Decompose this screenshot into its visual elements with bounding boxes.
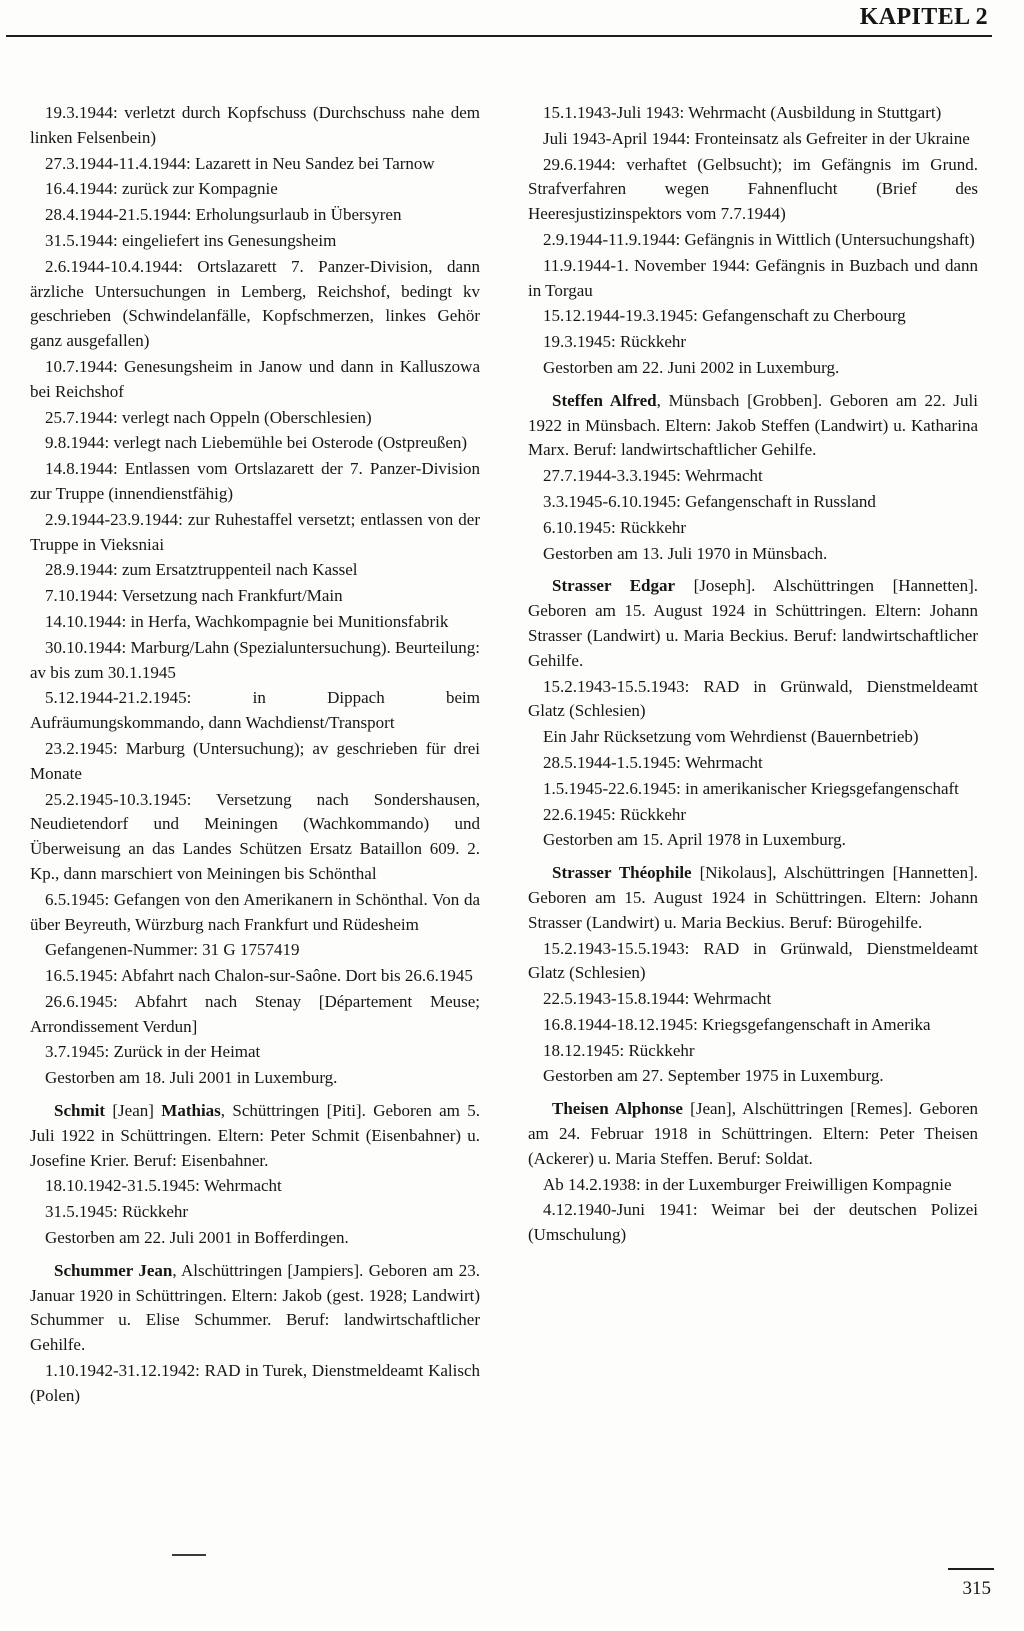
person-name: Strasser Théophile (552, 863, 692, 883)
entry-text: 18.10.1942-31.5.1945: Wehrmacht (45, 1176, 282, 1196)
bio-entry (30, 938, 480, 963)
right-column (528, 100, 978, 1409)
entry-text: [Nikolaus], Alschüttringen [Hannetten]. Geboren am 15. August 1924 in Schüttringen. Eltern: Johann Strasser (Landwirt) u. Maria Beckius. Beruf: Bürogehilfe. (528, 863, 978, 932)
bio-entry (528, 675, 978, 725)
entry-text: Gestorben am 22. Juli 2001 in Bofferdingen. (45, 1228, 349, 1248)
bio-entry (30, 990, 480, 1040)
bio-entry (528, 153, 978, 227)
entry-text: , Schüttringen [Piti]. Geboren am 5. Juli 1922 in Schüttringen. Eltern: Peter Schmit (Eisenbahner) u. Josefine Krier. Beruf: Eisenbahner. (30, 1101, 481, 1170)
entry-text: 6.5.1945: Gefangen von den Amerikanern in Schönthal. Von da über Beyreuth, Würzburg nach Frankfurt und Rüdesheim (30, 889, 480, 934)
entry-text: 25.7.1944: verlegt nach Oppeln (Oberschlesien) (45, 407, 372, 427)
bio-entry (528, 751, 978, 776)
bio-entry (30, 1174, 480, 1199)
entry-text: Gestorben am 18. Juli 2001 in Luxemburg. (45, 1068, 338, 1088)
bio-entry (30, 584, 480, 609)
entry-text: 28.5.1944-1.5.1945: Wehrmacht (543, 752, 763, 772)
bio-entry (528, 516, 978, 541)
entry-text: Ein Jahr Rücksetzung vom Wehrdienst (Bauernbetrieb) (543, 727, 919, 747)
bio-entry (30, 355, 480, 405)
bio-entry (30, 431, 480, 456)
entry-text: 5.12.1944-21.2.1945: in Dippach beim Aufräumungskommando, dann Wachdienst/Transport (30, 688, 480, 733)
bio-entry (30, 229, 480, 254)
bio-entry (30, 788, 480, 887)
entry-text: Gestorben am 27. September 1975 in Luxemburg. (543, 1066, 884, 1086)
bio-entry (30, 888, 480, 938)
entry-text: 9.8.1944: verlegt nach Liebemühle bei Osterode (Ostpreußen) (45, 433, 468, 453)
bio-entry (528, 330, 978, 355)
entry-text: [Joseph]. Alschüttringen [Hannetten]. Geboren am 15. August 1924 in Schüttringen. Eltern: Johann Strasser (Landwirt) u. Maria Beckius. Beruf: landwirtschaftlicher Gehilfe. (528, 576, 978, 670)
text-columns (30, 100, 978, 1409)
bio-entry (528, 304, 978, 329)
entry-text: 27.7.1944-3.3.1945: Wehrmacht (543, 466, 763, 486)
bio-entry (30, 177, 480, 202)
entry-text: 18.12.1945: Rückkehr (543, 1040, 695, 1060)
bio-entry (30, 101, 480, 151)
entry-text: 26.6.1945: Abfahrt nach Stenay [Département Meuse; Arrondissement Verdun] (30, 991, 480, 1036)
scan-artifact-mark (172, 1554, 206, 1556)
entry-text: 22.5.1943-15.8.1944: Wehrmacht (543, 989, 772, 1009)
person-name: Strasser Edgar (552, 576, 676, 596)
bio-entry (30, 1226, 480, 1251)
bio-entry (30, 558, 480, 583)
entry-text: 15.2.1943-15.5.1943: RAD in Grünwald, Dienstmeldeamt Glatz (Schlesien) (528, 938, 978, 983)
bio-entry (30, 610, 480, 635)
bio-entry (30, 457, 480, 507)
entry-text: 25.2.1945-10.3.1945: Versetzung nach Sondershausen, Neudietendorf und Meiningen (Wachkommando) und Überweisung an das Landes Schützen Ersatz Bataillon 609. 2. Kp., dann marschiert von Meiningen bis Schönthal (30, 789, 480, 883)
entry-text: Ab 14.2.1938: in der Luxemburger Freiwilligen Kompagnie (543, 1174, 952, 1194)
bio-entry (528, 464, 978, 489)
bio-entry (30, 1066, 480, 1091)
entry-text: Gestorben am 22. Juni 2002 in Luxemburg. (543, 357, 840, 377)
bio-entry (528, 542, 978, 567)
page-number: 315 (962, 1578, 991, 1599)
bio-entry (528, 490, 978, 515)
entry-text: 4.12.1940-Juni 1941: Weimar bei der deutschen Polizei (Umschulung) (528, 1200, 978, 1245)
bio-entry (30, 255, 480, 354)
entry-text: 19.3.1944: verletzt durch Kopfschuss (Durchschuss nahe dem linken Felsenbein) (30, 103, 480, 147)
entry-text: 30.10.1944: Marburg/Lahn (Spezialuntersuchung). Beurteilung: av bis zum 30.1.1945 (30, 637, 480, 682)
entry-text: 14.8.1944: Entlassen vom Ortslazarett der 7. Panzer-Division zur Truppe (innendienstfähig) (30, 459, 480, 503)
bio-entry (528, 1039, 978, 1064)
chapter-title: KAPITEL 2 (859, 4, 988, 30)
bio-entry (30, 964, 480, 989)
bio-entry (528, 828, 978, 853)
person-entry (528, 861, 978, 935)
bio-entry (528, 1064, 978, 1089)
bio-entry (30, 406, 480, 431)
bio-entry (528, 777, 978, 802)
bio-entry (30, 636, 480, 686)
person-name: Mathias (161, 1101, 221, 1121)
bio-entry (528, 1198, 978, 1248)
entry-text: 1.5.1945-22.6.1945: in amerikanischer Kriegsgefangenschaft (543, 778, 959, 798)
bio-entry (528, 101, 978, 126)
bio-entry (528, 987, 978, 1012)
person-name: Schummer Jean (54, 1260, 173, 1280)
entry-text: 31.5.1944: eingeliefert ins Genesungsheim (45, 230, 337, 250)
bio-entry (528, 725, 978, 750)
entry-text: 2.6.1944-10.4.1944: Ortslazarett 7. Panzer-Division, dann ärzliche Untersuchungen in Lemberg, Reichshof, bedingt kv geschrieben (Schwindelanfälle, Kopfschmerzen, linkes Gehör ganz ausgefallen) (30, 256, 480, 351)
entry-text: , Münsbach [Grobben]. Geboren am 22. Juli 1922 in Münsbach. Eltern: Jakob Steffen (Landwirt) u. Katharina Marx. Beruf: landwirtschaftlicher Gehilfe. (528, 390, 978, 460)
entry-text: 11.9.1944-1. November 1944: Gefängnis in Buzbach und dann in Torgau (528, 255, 978, 300)
entry-text: 16.8.1944-18.12.1945: Kriegsgefangenschaft in Amerika (543, 1014, 931, 1034)
person-entry (528, 574, 978, 673)
person-entry (30, 1099, 480, 1173)
footer-rule (948, 1568, 994, 1570)
bio-entry (528, 1173, 978, 1198)
entry-text: 28.4.1944-21.5.1944: Erholungsurlaub in Übersyren (45, 205, 402, 225)
entry-text: 16.5.1945: Abfahrt nach Chalon-sur-Saône. Dort bis 26.6.1945 (45, 966, 473, 986)
entry-text: Gefangenen-Nummer: 31 G 1757419 (45, 940, 300, 960)
entry-text: 15.12.1944-19.3.1945: Gefangenschaft zu Cherbourg (543, 306, 906, 326)
entry-text: 10.7.1944: Genesungsheim in Janow und dann in Kalluszowa bei Reichshof (30, 356, 480, 401)
person-entry (30, 1259, 480, 1358)
bio-entry (30, 1359, 480, 1409)
person-name: Schmit (54, 1101, 105, 1121)
entry-text: 15.1.1943-Juli 1943: Wehrmacht (Ausbildung in Stuttgart) (543, 103, 942, 122)
entry-text: 6.10.1945: Rückkehr (543, 517, 687, 537)
bio-entry (528, 937, 978, 987)
entry-text: 3.3.1945-6.10.1945: Gefangenschaft in Russland (543, 491, 876, 511)
header-rule (6, 35, 992, 37)
bio-entry (528, 1013, 978, 1038)
entry-text: 3.7.1945: Zurück in der Heimat (45, 1042, 261, 1062)
entry-text: [Jean], Alschüttringen [Remes]. Geboren am 24. Februar 1918 in Schüttringen. Eltern: Peter Theisen (Ackerer) u. Maria Steffen. Beruf: Soldat. (528, 1099, 979, 1168)
bio-entry (528, 803, 978, 828)
bio-entry (528, 356, 978, 381)
entry-text: 16.4.1944: zurück zur Kompagnie (45, 179, 278, 199)
entry-text: 15.2.1943-15.5.1943: RAD in Grünwald, Dienstmeldeamt Glatz (Schlesien) (528, 676, 978, 721)
entry-text: Gestorben am 13. Juli 1970 in Münsbach. (543, 543, 828, 563)
bio-entry (30, 686, 480, 736)
bio-entry (528, 228, 978, 253)
person-name: Theisen Alphonse (552, 1099, 683, 1119)
entry-text: 31.5.1945: Rückkehr (45, 1202, 189, 1222)
person-entry (528, 389, 978, 463)
bio-entry (30, 508, 480, 558)
entry-text: 19.3.1945: Rückkehr (543, 332, 687, 352)
entry-text: Juli 1943-April 1944: Fronteinsatz als Gefreiter in der Ukraine (543, 128, 970, 148)
entry-text: Gestorben am 15. April 1978 in Luxemburg. (543, 830, 846, 850)
entry-text: , Alschüttringen [Jampiers]. Geboren am 23. Januar 1920 in Schüttringen. Eltern: Jakob (gest. 1928; Landwirt) Schummer u. Elise Schummer. Beruf: landwirtschaftlicher Gehilfe. (30, 1260, 481, 1355)
entry-text: 1.10.1942-31.12.1942: RAD in Turek, Dienstmeldeamt Kalisch (Polen) (30, 1361, 480, 1405)
bio-entry (30, 152, 480, 177)
entry-text: 2.9.1944-23.9.1944: zur Ruhestaffel versetzt; entlassen von der Truppe in Vieksniai (30, 509, 480, 554)
bio-entry (30, 1200, 480, 1225)
person-entry (528, 1097, 978, 1171)
entry-text: 2.9.1944-11.9.1944: Gefängnis in Wittlich (Untersuchungshaft) (543, 229, 975, 249)
bio-entry (30, 203, 480, 228)
bio-entry (30, 1040, 480, 1065)
entry-text: 7.10.1944: Versetzung nach Frankfurt/Main (45, 586, 343, 606)
entry-text: 14.10.1944: in Herfa, Wachkompagnie bei Munitionsfabrik (45, 611, 449, 631)
entry-text: [Jean] (105, 1101, 162, 1121)
entry-text: 28.9.1944: zum Ersatztruppenteil nach Kassel (45, 560, 358, 580)
person-name: Steffen Alfred (552, 390, 657, 410)
entry-text: 23.2.1945: Marburg (Untersuchung); av geschrieben für drei Monate (30, 738, 480, 783)
left-column (30, 100, 480, 1409)
entry-text: 29.6.1944: verhaftet (Gelbsucht); im Gefängnis im Grund. Strafverfahren wegen Fahnenflucht (Brief des Heeresjustizinspektors vom 7.7.1944) (528, 154, 978, 224)
entry-text: 22.6.1945: Rückkehr (543, 804, 687, 824)
entry-text: 27.3.1944-11.4.1944: Lazarett in Neu Sandez bei Tarnow (45, 153, 435, 173)
bio-entry (30, 737, 480, 787)
bio-entry (528, 254, 978, 304)
bio-entry (528, 127, 978, 152)
